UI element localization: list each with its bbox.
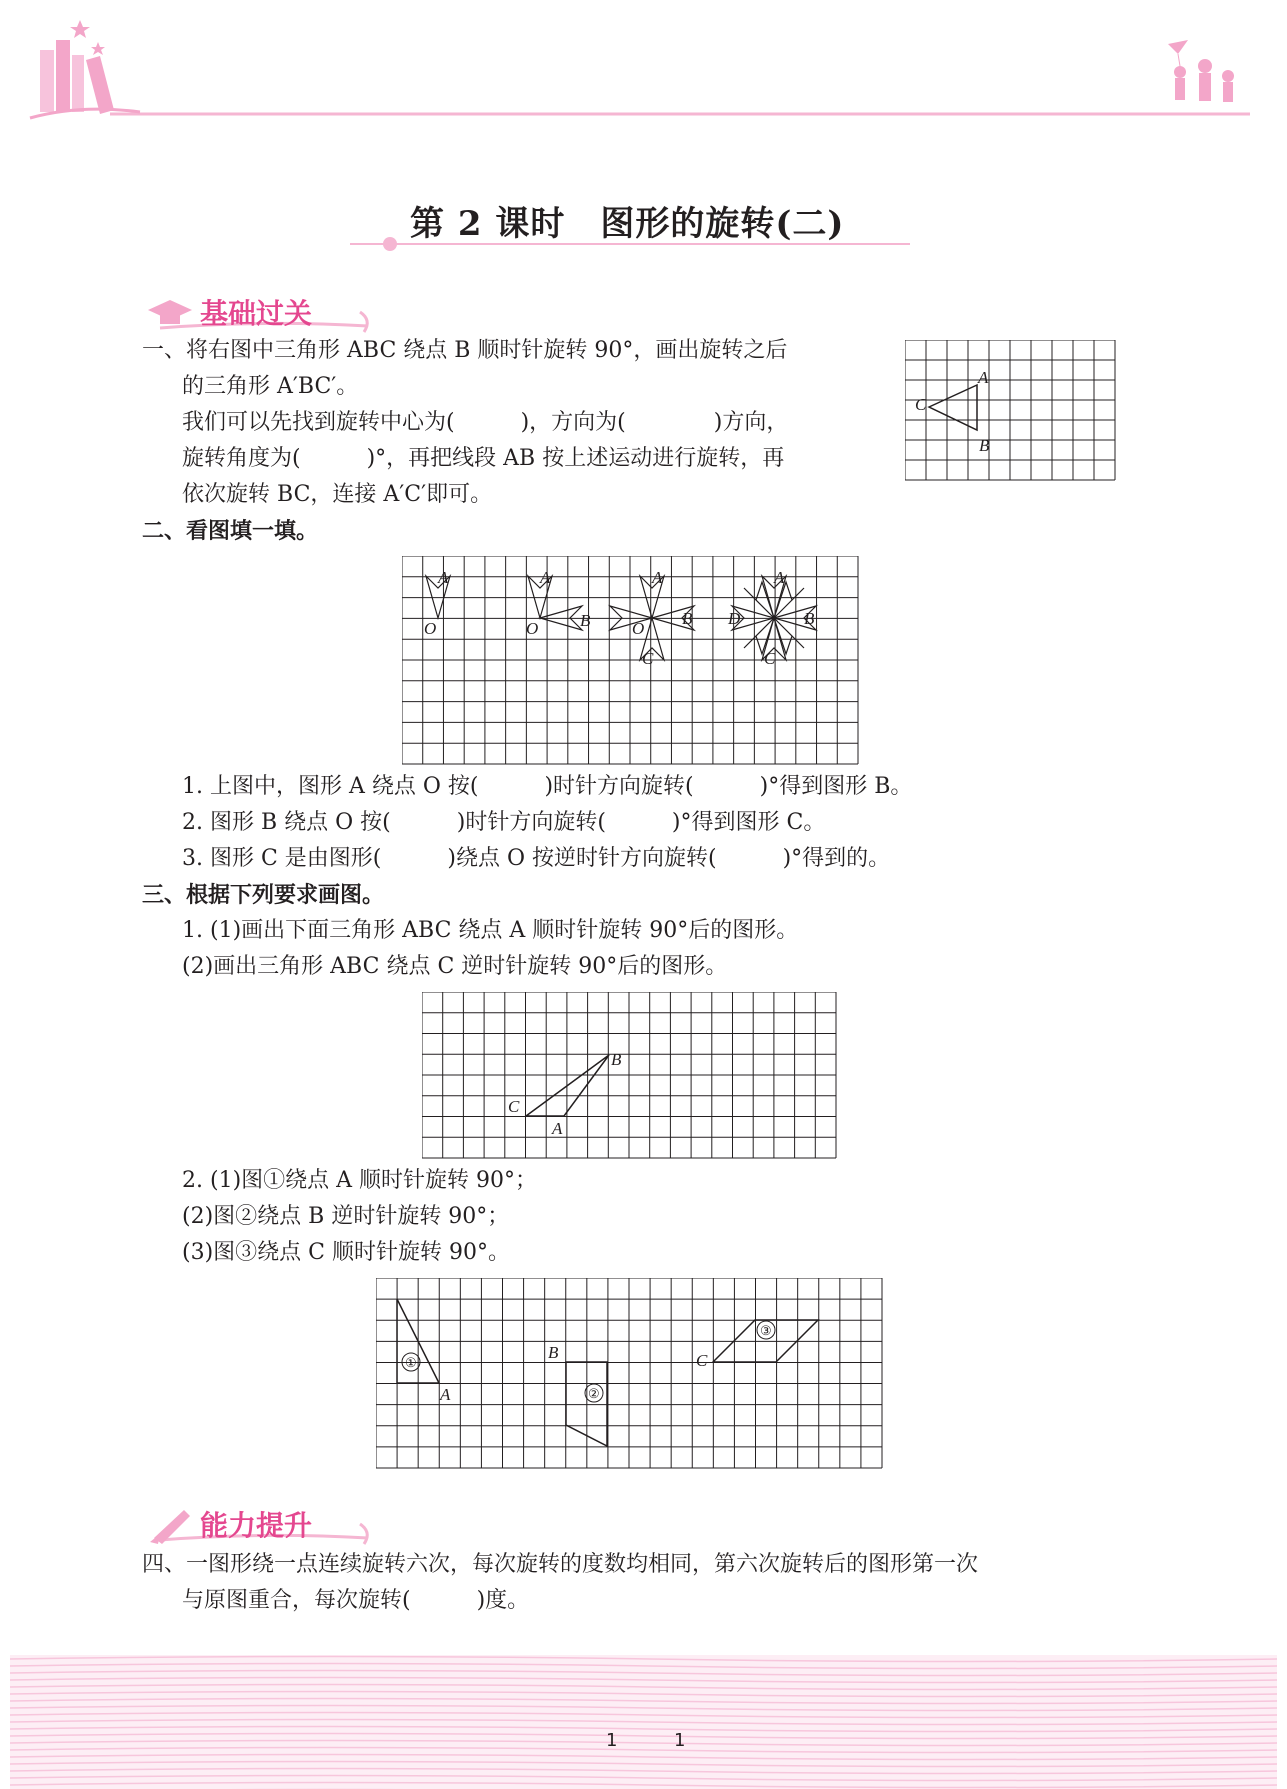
fig2-label-b: B bbox=[580, 611, 591, 630]
footer-stripes bbox=[10, 1655, 1277, 1789]
label-b: B bbox=[979, 436, 990, 455]
fig4-label-d: D bbox=[728, 609, 741, 628]
fig1-label-o: O bbox=[424, 619, 437, 638]
fig3-label-b: B bbox=[682, 609, 693, 628]
q3-part1-b: (2)画出三角形 ABC 绕点 C 逆时针旋转 90°后的图形。 bbox=[182, 954, 728, 979]
fig3-label-a: A bbox=[652, 568, 663, 587]
title-underline bbox=[350, 236, 910, 256]
children-kite-icon bbox=[1168, 40, 1234, 102]
q3-part1-a: 1. (1)画出下面三角形 ABC 绕点 A 顺时针旋转 90°后的图形。 bbox=[182, 918, 799, 943]
label-b-shape2: B bbox=[548, 1343, 559, 1362]
graduation-cap-icon bbox=[148, 300, 192, 324]
fig3-label-o: O bbox=[632, 619, 645, 638]
section-title-advanced: 能力提升 bbox=[200, 1509, 313, 1542]
fig4-label-b: B bbox=[804, 609, 815, 628]
q1-line5: 依次旋转 BC，连接 A′C′即可。 bbox=[182, 482, 493, 507]
triangle-abc-q3 bbox=[526, 1055, 609, 1116]
fig1-label-a: A bbox=[438, 568, 449, 587]
fig2-label-o: O bbox=[526, 619, 539, 638]
q3-part2-c: (3)图③绕点 C 顺时针旋转 90°。 bbox=[182, 1240, 510, 1265]
label-a-shape1: A bbox=[440, 1385, 451, 1404]
fig2-label-a: A bbox=[540, 568, 551, 587]
q2-grid-figure bbox=[402, 556, 860, 766]
circled-1: ① bbox=[405, 1355, 417, 1370]
q3-label-c: C bbox=[508, 1097, 520, 1116]
q3-grid-figure-1 bbox=[422, 992, 838, 1160]
fig3-label-c: C bbox=[642, 649, 654, 668]
q1-line1: 一、将右图中三角形 ABC 绕点 B 顺时针旋转 90°，画出旋转之后 bbox=[142, 338, 788, 363]
label-c-shape3: C bbox=[696, 1351, 708, 1370]
header-decoration bbox=[0, 0, 1287, 130]
q1-line4: 旋转角度为( )°，再把线段 AB 按上述运动进行旋转，再 bbox=[182, 446, 785, 471]
q3-label-b: B bbox=[611, 1050, 622, 1069]
books-logo-icon bbox=[30, 20, 140, 118]
section-badge-basic bbox=[140, 290, 380, 330]
q3-part2-a: 2. (1)图①绕点 A 顺时针旋转 90°； bbox=[182, 1168, 538, 1193]
fig4-label-a: A bbox=[774, 568, 785, 587]
q2-item-2: 2. 图形 B 绕点 O 按( )时针方向旋转( )°得到图形 C。 bbox=[182, 810, 826, 835]
section-title-basic: 基础过关 bbox=[200, 297, 313, 330]
q3-grid-figure-2 bbox=[376, 1278, 884, 1470]
q3-heading: 三、根据下列要求画图。 bbox=[142, 882, 385, 908]
q2-item-1: 1. 上图中，图形 A 绕点 O 按( )时针方向旋转( )°得到图形 B。 bbox=[182, 774, 913, 799]
page-number-left: 1 bbox=[606, 1730, 618, 1751]
circled-2: ② bbox=[588, 1386, 600, 1401]
page-title: 第 2 课时 图形的旋转(二) bbox=[410, 204, 845, 244]
q4-line2: 与原图重合，每次旋转( )度。 bbox=[182, 1588, 530, 1613]
circled-3: ③ bbox=[760, 1323, 772, 1338]
label-a: A bbox=[978, 368, 989, 387]
section-badge-advanced bbox=[140, 1502, 380, 1542]
q4-line1: 四、一图形绕一点连续旋转六次，每次旋转的度数均相同，第六次旋转后的图形第一次 bbox=[142, 1552, 979, 1577]
triangle-abc bbox=[929, 385, 977, 430]
q1-grid-figure bbox=[905, 340, 1120, 485]
q3-label-a: A bbox=[552, 1119, 563, 1138]
q1-line3: 我们可以先找到旋转中心为( )，方向为( )方向， bbox=[182, 410, 789, 435]
q2-heading: 二、看图填一填。 bbox=[142, 518, 319, 544]
label-c: C bbox=[915, 395, 927, 414]
fig4-label-c: C bbox=[764, 649, 776, 668]
q1-line2: 的三角形 A′BC′。 bbox=[182, 374, 359, 399]
page-number-right: 1 bbox=[674, 1730, 686, 1751]
q2-item-3: 3. 图形 C 是由图形( )绕点 O 按逆时针方向旋转( )°得到的。 bbox=[182, 846, 891, 871]
q3-part2-b: (2)图②绕点 B 逆时针旋转 90°； bbox=[182, 1204, 510, 1229]
